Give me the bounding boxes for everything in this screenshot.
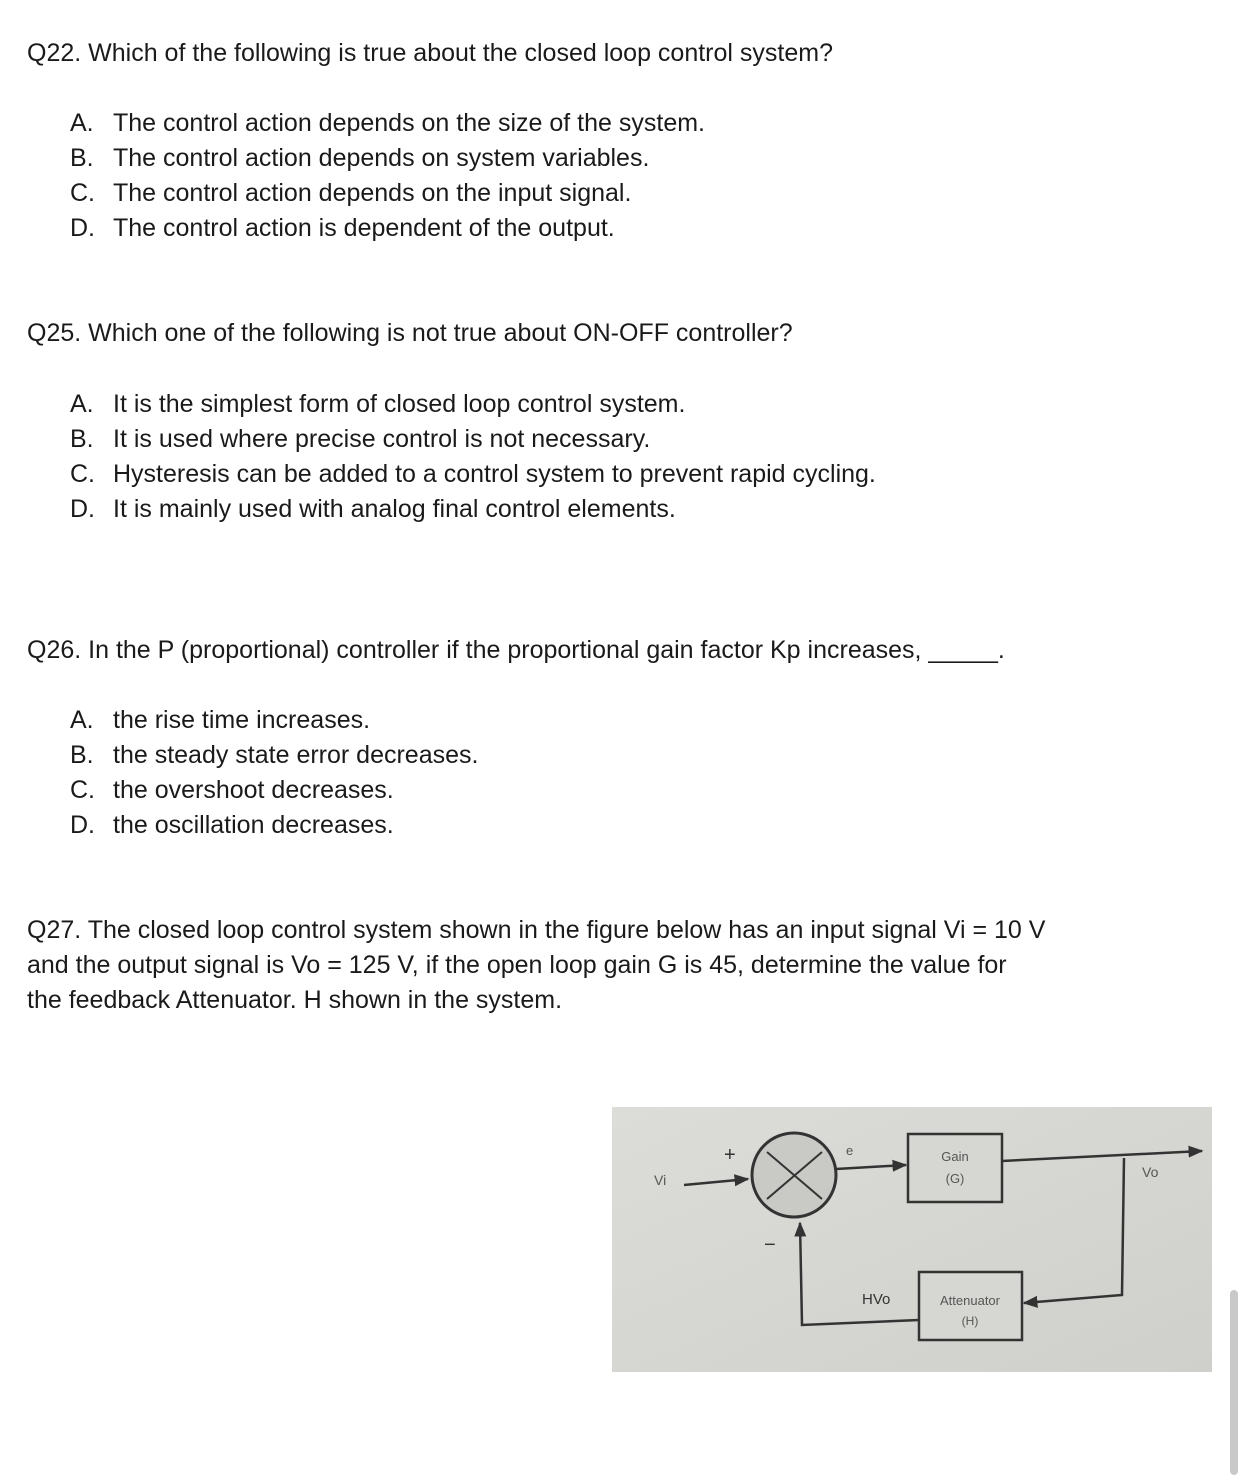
question-25-options — [70, 387, 876, 527]
attenuator-label: Attenuator — [940, 1293, 1000, 1308]
question-27-text — [27, 913, 1045, 1018]
option-b — [70, 141, 705, 176]
gain-label: Gain — [941, 1149, 969, 1164]
option-d — [70, 808, 478, 843]
option-letter: C. — [70, 776, 95, 804]
option-letter: D. — [70, 495, 95, 523]
option-c — [70, 773, 478, 808]
option-text: The control action depends on the input signal. — [113, 179, 632, 207]
option-text: the overshoot decreases. — [113, 776, 394, 804]
option-a — [70, 106, 705, 141]
option-d — [70, 211, 705, 246]
minus-sign: − — [764, 1234, 776, 1256]
plus-sign: + — [724, 1144, 736, 1166]
option-letter: C. — [70, 460, 95, 488]
input-label-vi: Vi — [654, 1172, 667, 1188]
output-label-vo: Vo — [1142, 1164, 1159, 1180]
option-text: It is the simplest form of closed loop control system. — [113, 390, 686, 418]
option-text: the rise time increases. — [113, 706, 371, 734]
error-label-e: e — [846, 1143, 854, 1158]
question-22-text: Q22. Which of the following is true about the closed loop control system? — [27, 39, 833, 67]
option-text: It is mainly used with analog final control elements. — [113, 495, 676, 523]
option-letter: A. — [70, 390, 94, 418]
feedback-label-hvo: HVo — [862, 1291, 891, 1308]
question-27-line: and the output signal is Vo = 125 V, if the open loop gain G is 45, determine the value for — [27, 951, 1007, 979]
option-letter: B. — [70, 144, 94, 172]
option-b — [70, 738, 478, 773]
question-25-text: Q25. Which one of the following is not true about ON-OFF controller? — [27, 319, 793, 347]
gain-block — [908, 1134, 1002, 1202]
question-27-line: the feedback Attenuator. H shown in the system. — [27, 986, 563, 1014]
option-c — [70, 176, 705, 211]
option-text: The control action depends on the size of the system. — [113, 109, 706, 137]
option-text: It is used where precise control is not necessary. — [113, 425, 651, 453]
option-c — [70, 457, 876, 492]
option-b — [70, 422, 876, 457]
option-letter: A. — [70, 706, 94, 734]
summing-junction — [752, 1133, 836, 1217]
gain-symbol: (G) — [945, 1171, 965, 1186]
option-letter: D. — [70, 811, 95, 839]
option-text: Hysteresis can be added to a control system to prevent rapid cycling. — [113, 460, 876, 488]
question-27-line: Q27. The closed loop control system shown in the figure below has an input signal Vi = 10 V — [27, 916, 1046, 944]
option-text: The control action is dependent of the output. — [113, 214, 615, 242]
option-letter: A. — [70, 109, 94, 137]
option-letter: C. — [70, 179, 95, 207]
block-diagram — [612, 1107, 1212, 1372]
vertical-scrollbar[interactable] — [1230, 1290, 1238, 1475]
question-26-text: Q26. In the P (proportional) controller if the proportional gain factor Kp increases, _____. — [27, 636, 1005, 664]
question-22-options — [70, 106, 705, 246]
option-a — [70, 703, 478, 738]
option-d — [70, 492, 876, 527]
option-text: The control action depends on system variables. — [113, 144, 650, 172]
option-letter: B. — [70, 741, 94, 769]
option-a — [70, 387, 876, 422]
option-letter: B. — [70, 425, 94, 453]
option-text: the oscillation decreases. — [113, 811, 394, 839]
question-26-options — [70, 703, 478, 843]
attenuator-symbol: (H) — [961, 1314, 979, 1328]
option-text: the steady state error decreases. — [113, 741, 479, 769]
option-letter: D. — [70, 214, 95, 242]
